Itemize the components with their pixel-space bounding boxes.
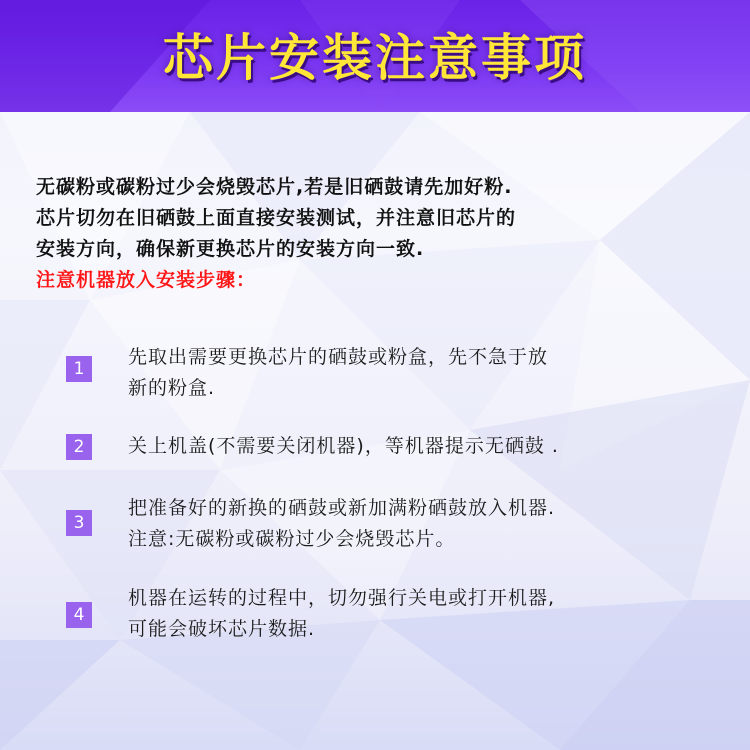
step-line: 把准备好的新换的硒鼓或新加满粉硒鼓放入机器. [128, 497, 556, 519]
intro-line: 安装方向，确保新更换芯片的安装方向一致. [36, 238, 425, 260]
step-text [128, 431, 728, 462]
step-line: 新的粉盒. [128, 377, 216, 399]
steps-heading: 注意机器放入安装步骤： [36, 269, 257, 291]
step-number-badge: 1 [66, 356, 92, 382]
step-line: 先取出需要更换芯片的硒鼓或粉盒，先不急于放 [128, 346, 549, 368]
intro-line: 芯片切勿在旧硒鼓上面直接安装测试，并注意旧芯片的 [36, 207, 517, 229]
step-line: 注意:无碳粉或碳粉过少会烧毁芯片。 [128, 528, 456, 550]
page-title: 芯片安装注意事项 [163, 29, 587, 87]
step-number-badge: 4 [66, 602, 92, 628]
step-text [128, 493, 728, 555]
step-number-badge: 2 [66, 434, 92, 460]
step-text [128, 342, 728, 404]
step-line: 关上机盖(不需要关闭机器)，等机器提示无硒鼓 . [128, 435, 559, 457]
header-banner [0, 0, 750, 112]
step-line: 机器在运转的过程中，切勿强行关电或打开机器, [128, 587, 556, 609]
step-number-badge: 3 [66, 510, 92, 536]
intro-line: 无碳粉或碳粉过少会烧毁芯片,若是旧硒鼓请先加好粉. [36, 176, 513, 198]
step-text [128, 583, 728, 645]
intro-section [36, 172, 726, 296]
step-line: 可能会破坏芯片数据. [128, 618, 316, 640]
